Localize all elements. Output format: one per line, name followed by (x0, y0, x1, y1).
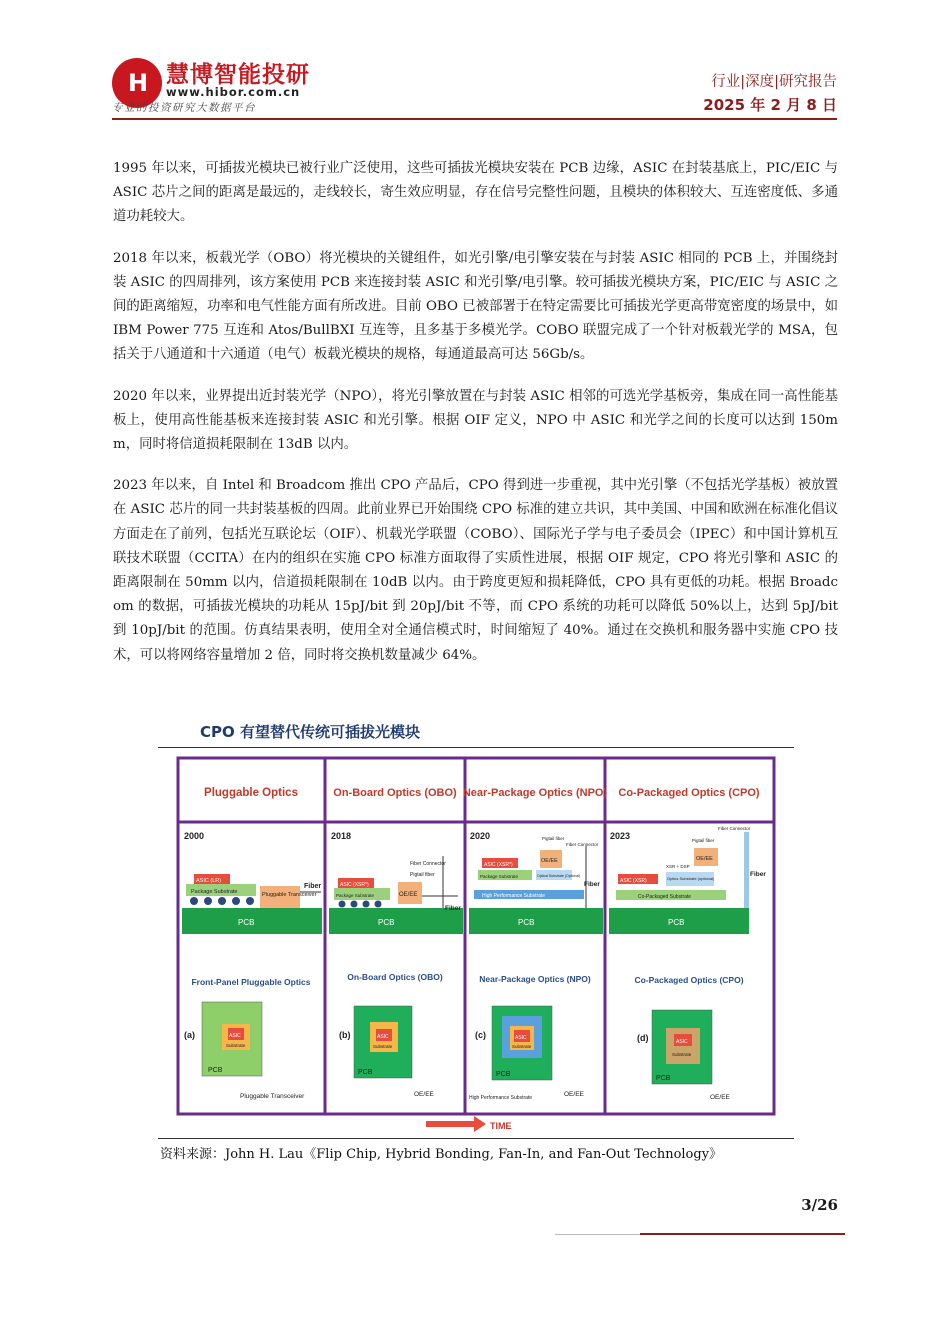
bottom-title: Front-Panel Pluggable Optics (191, 977, 311, 987)
letter-label: (c) (475, 1030, 486, 1040)
year-label: 2000 (184, 831, 205, 841)
bottom-title: Near-Package Optics (NPO) (479, 974, 591, 984)
logo-name: 慧博智能投研 (166, 62, 310, 88)
chip-label: ASIC (515, 1035, 527, 1041)
bottom-title: Co-Packaged Optics (CPO) (634, 975, 744, 985)
letter-label: (b) (339, 1030, 351, 1040)
dsp-label: XSR + DSP (666, 864, 690, 869)
paragraph: 2020 年以来，业界提出近封装光学（NPO），将光引擎放置在与封装 ASIC 相邻的可选光学基板旁，集成在同一高性能基板上，使用高性能基板来连接封装 ASIC 和光引擎。根据 OIF 定义，NPO 中 ASIC 和光学之间的长度可以达到 150mm，同时将信道损耗限制在 13dB 以内。 (113, 388, 838, 453)
chip-label: ASIC (377, 1034, 389, 1040)
fiber-label: Fiber (445, 905, 461, 912)
module-label: Pluggable Transceiver (262, 892, 317, 898)
pigtail-label: Pigtail fiber (410, 872, 435, 878)
pcb-bottom-label: PCB (208, 1067, 223, 1074)
optics-substrate-label: Optics Substrate (optional) (667, 876, 715, 881)
heading-npo: Near-Package Optics (NPO) (462, 787, 608, 799)
paragraph: 2023 年以来，自 Intel 和 Broadcom 推出 CPO 产品后，CPO 得到进一步重视，其中光引擎（不包括光学基板）被放置在 ASIC 芯片的同一共封装基板的四周。此前业界已开始围绕 CPO 标准的建立共识，其中美国、中国和欧洲在标准化倡议方面走在了前列，包括光互联论坛（OIF）、机载光学联盟（COBO）、国际光子学与电子委员会（IPEC）和中国计算机互联技术联盟（CCITA）在内的组织在实施 CPO 标准方面取得了实质性进展，根据 OIF 规定，CPO 将光引擎和 ASIC 的距离限制在 50mm 以内，信道损耗限制在 10dB 以内。由于跨度更短和损耗降低，CPO 具有更低的功耗。根据 Broadcom 的数据，可插拔光模块的功耗从 15pJ/bit 到 20pJ/bit 不等，而 CPO 系统的功耗可以降低 50%以上，达到 5pJ/bit 到 10pJ/bit 的范围。仿真结果表明，使用全对全通信模式时，时间缩短了 40%。通过在交换机和服务器中实施 CPO 技术，可以将网络容量增加 2 倍，同时将交换机数量减少 64%。 (113, 478, 838, 663)
year-label: 2018 (331, 831, 352, 841)
callout-label: OE/EE (710, 1094, 730, 1101)
time-arrow (426, 1116, 512, 1132)
pcb-label: PCB (668, 918, 685, 927)
asic-label: ASIC (XSR*) (340, 882, 369, 888)
figure-title: CPO 有望替代传统可插拔光模块 (200, 723, 420, 741)
hps-label: High Performance Substrate (482, 893, 546, 899)
footer-divider-accent (640, 1233, 845, 1235)
logo-slogan: 专业的投资研究大数据平台 (112, 102, 256, 114)
pcb-bottom-label: PCB (358, 1069, 373, 1076)
report-type: 行业|深度|研究报告 (711, 74, 837, 90)
pcb-label: PCB (378, 918, 395, 927)
cps-label: Co-Packaged Substrate (638, 894, 692, 900)
pcb-bottom-label: PCB (656, 1075, 671, 1082)
callout-label: OE/EE (564, 1091, 584, 1098)
year-label: 2020 (470, 831, 491, 841)
chip-substrate-label: Substrate (226, 1043, 246, 1048)
connector-label: Fiber Connector (718, 826, 751, 831)
report-body (113, 157, 838, 685)
letter-label: (d) (637, 1033, 649, 1043)
figure-source: 资料来源：John H. Lau《Flip Chip, Hybrid Bonding, Fan-In, and Fan-Out Technology》 (160, 1147, 723, 1162)
figure-bottom-rule (158, 1138, 794, 1139)
chip-substrate-label: Substrate (672, 1052, 692, 1057)
module-label: OE/EE (696, 856, 713, 862)
module-label: OE/EE (541, 858, 558, 864)
footer-divider-light (555, 1234, 640, 1235)
module-label: OE/EE (399, 892, 418, 898)
figure-top-rule (158, 747, 794, 748)
pcb-bottom-label: PCB (496, 1071, 511, 1078)
substrate-label: Package Substrate (336, 893, 375, 898)
heading-cpo: Co-Packaged Optics (CPO) (618, 787, 760, 799)
packaging-evolution-diagram (158, 750, 794, 1136)
report-date: 2025 年 2 月 8 日 (703, 96, 837, 114)
header-divider (112, 118, 837, 120)
hibor-logo-icon: H (112, 58, 162, 108)
page-number: 3/26 (801, 1196, 838, 1214)
logo-url: www.hibor.com.cn (166, 85, 301, 99)
heading-pluggable: Pluggable Optics (204, 787, 298, 799)
pigtail-label: Pigtail fiber (542, 836, 565, 841)
paragraph: 2018 年以来，板载光学（OBO）将光模块的关键组件，如光引擎/电引擎安装在与封装 ASIC 相同的 PCB 上，并围绕封装 ASIC 的四周排列，该方案使用 PCB 来连接封装 ASIC 和光引擎/电引擎。较可插拔光模块方案，PIC/EIC 与 ASIC 之间的距离缩短，功率和电气性能方面有所改进。目前 OBO 已被部署于在特定需要比可插拔光学更高带宽密度的场景中，如 IBM Power 775 互连和 Atos/BullBXI 互连等，且多基于多模光学。COBO 联盟完成了一个针对板载光学的 MSA，包括关于八通道和十六通道（电气）板载光模块的规格，每通道最高可达 56Gb/s。 (113, 250, 838, 363)
paragraph: 1995 年以来，可插拔光模块已被行业广泛使用，这些可插拔光模块安装在 PCB 边缘，ASIC 在封装基底上，PIC/EIC 与 ASIC 芯片之间的距离是最远的，走线较长，寄生效应明显，存在信号完整性问题，且模块的体积较大、互连密度低、多通道功耗较大。 (113, 161, 838, 225)
asic-label: ASIC (LR) (196, 878, 222, 884)
callout-label: OE/EE (414, 1091, 434, 1098)
fiber-label: Fiber (750, 871, 766, 878)
substrate-label: Package Substrate (480, 874, 519, 879)
bottom-title: On-Board Optics (OBO) (347, 972, 443, 982)
time-label: TIME (490, 1121, 512, 1131)
pcb-label: PCB (518, 918, 535, 927)
connector-label: Fiber Connector (410, 861, 446, 867)
letter-label: (a) (184, 1030, 195, 1040)
chip-substrate-label: Substrate (373, 1044, 393, 1049)
chip-substrate-label: Substrate (512, 1044, 532, 1049)
callout-label: Pluggable Transceiver (240, 1093, 305, 1100)
pcb-label: PCB (238, 918, 255, 927)
optical-substrate-label: Optical Substrate (Optional) (537, 874, 581, 878)
asic-label: ASIC (XSR*) (484, 862, 513, 868)
chip-label: ASIC (229, 1033, 241, 1039)
pigtail-label: Pigtail fiber (692, 838, 715, 843)
callout-hps-label: High Performance Substrate (469, 1095, 533, 1101)
heading-obo: On-Board Optics (OBO) (333, 787, 457, 799)
substrate-label: Package Substrate (191, 889, 238, 895)
year-label: 2023 (610, 831, 631, 841)
page-header (112, 52, 837, 120)
fiber-label: Fiber (304, 883, 322, 890)
chip-label: ASIC (676, 1039, 688, 1045)
connector-label: Fiber Connector (566, 842, 599, 847)
asic-label: ASIC (XSR) (620, 878, 647, 884)
fiber-label: Fiber (584, 881, 600, 888)
